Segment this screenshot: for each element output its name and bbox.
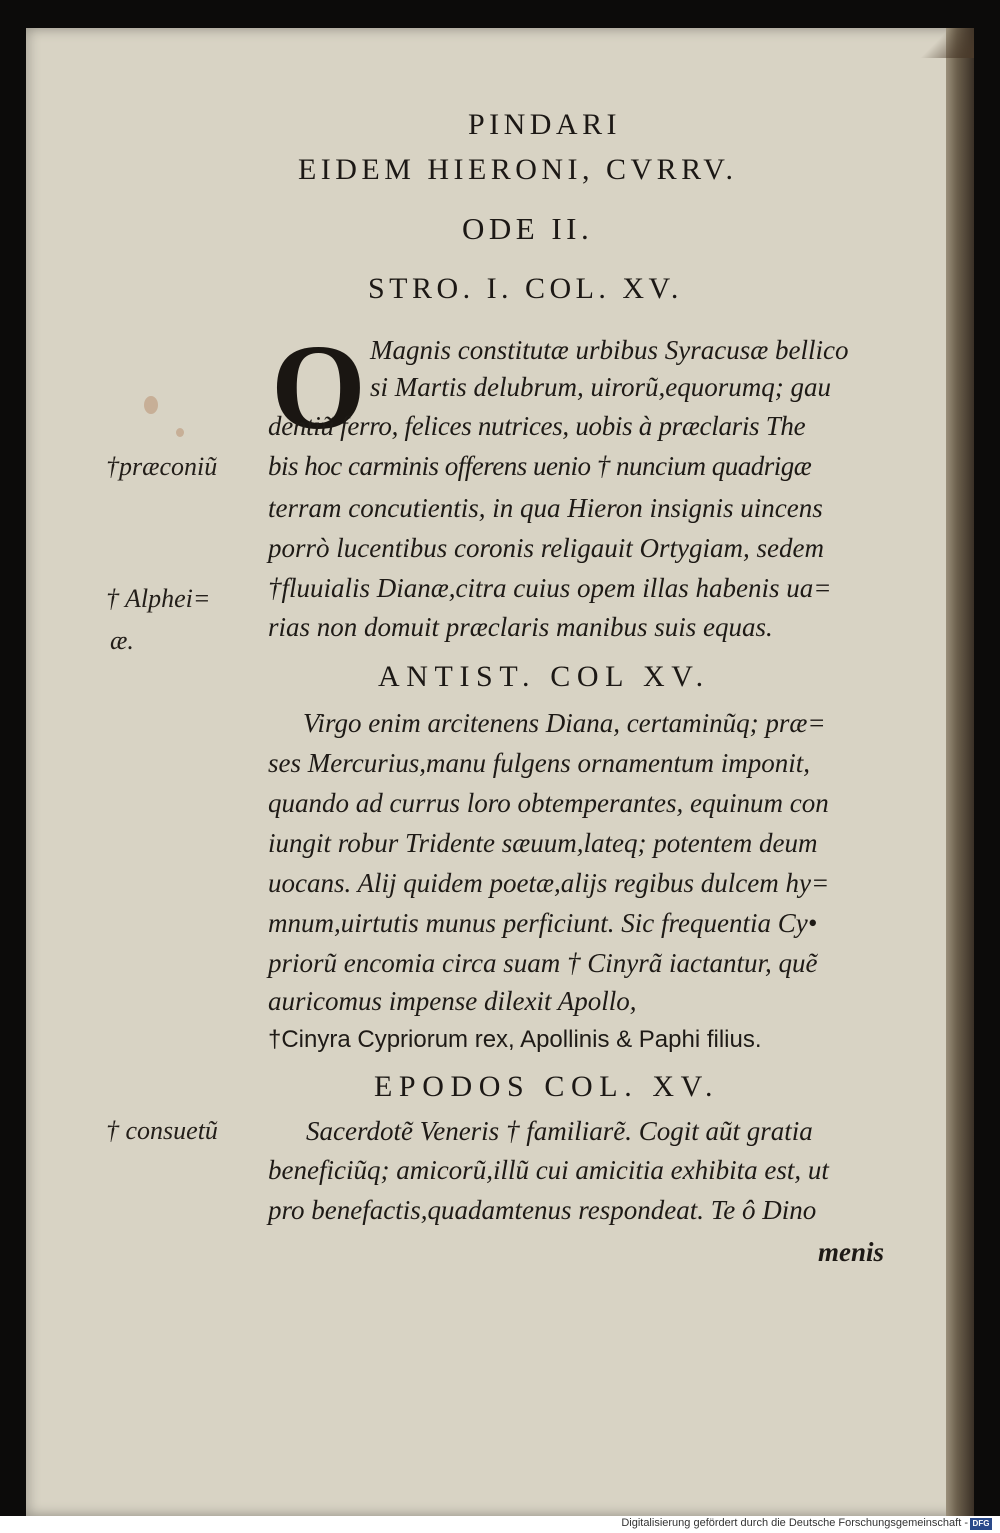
antistrophe-line: Virgo enim arcitenens Diana, certaminũq; præ=: [303, 708, 826, 738]
footnote-cinyra: †Cinyra Cypriorum rex, Apollinis & Paphi filius.: [268, 1026, 762, 1053]
heading-strophe: STRO. I. COL. XV.: [368, 272, 683, 305]
book-spine: [946, 28, 974, 1516]
heading-author: PINDARI: [468, 108, 622, 141]
antistrophe-line: mnum,uirtutis munus perficiunt. Sic frequentia Cy•: [268, 908, 818, 938]
digitization-credit: Digitalisierung gefördert durch die Deutsche Forschungsgemeinschaft -: [621, 1517, 968, 1529]
paper-stain: [144, 396, 158, 414]
antistrophe-title: ANTIST. COL XV.: [378, 660, 710, 693]
epodos-line: beneficiũq; amicorũ,illũ cui amicitia exhibita est, ut: [268, 1155, 829, 1185]
marginal-note: æ.: [110, 626, 134, 655]
drop-cap-initial: O: [271, 320, 366, 455]
marginal-note: † Alphei=: [106, 584, 211, 613]
epodos-line: Sacerdotẽ Veneris † familiarẽ. Cogit aũt gratia: [306, 1116, 813, 1146]
heading-dedication: EIDEM HIERONI, CVRRV.: [298, 153, 738, 186]
epodos-title: EPODOS COL. XV.: [374, 1070, 720, 1103]
marginal-note: †præconiũ: [106, 452, 218, 481]
strophe-line: Magnis constitutæ urbibus Syracusæ bellico: [370, 335, 849, 365]
catchword: menis: [818, 1237, 885, 1267]
epodos-line: pro benefactis,quadamtenus respondeat. Te ô Dino: [268, 1195, 817, 1225]
antistrophe-line: iungit robur Tridente sæuum,lateq; potentem deum: [268, 828, 818, 858]
strophe-line: dentiũ ferro, felices nutrices, uobis à præclaris The: [268, 411, 806, 441]
strophe-line: porrò lucentibus coronis religauit Ortygiam, sedem: [268, 533, 824, 563]
paper-stain: [176, 428, 184, 437]
strophe-line: rias non domuit præclaris manibus suis equas.: [268, 612, 773, 642]
strophe-line: si Martis delubrum, uirorũ,equorumq; gau: [370, 372, 832, 402]
antistrophe-line: priorũ encomia circa suam † Cinyrã iactantur, quẽ: [268, 948, 818, 978]
dfg-logo-icon: DFG: [970, 1518, 992, 1530]
antistrophe-line: auricomus impense dilexit Apollo,: [268, 986, 637, 1016]
page-corner-damage: [914, 28, 974, 58]
marginal-note: † consuetũ: [106, 1116, 218, 1145]
antistrophe-line: uocans. Alij quidem poetæ,alijs regibus dulcem hy=: [268, 868, 830, 898]
strophe-line: terram concutientis, in qua Hieron insignis uincens: [268, 493, 823, 523]
digitization-footer: [0, 1516, 1000, 1533]
heading-ode-number: ODE II.: [462, 211, 594, 246]
strophe-line: †fluuialis Dianæ,citra cuius opem illas habenis ua=: [268, 573, 832, 603]
strophe-line: bis hoc carminis offerens uenio † nuncium quadrigæ: [268, 451, 812, 481]
antistrophe-line: ses Mercurius,manu fulgens ornamentum imponit,: [268, 748, 810, 778]
antistrophe-line: quando ad currus loro obtemperantes, equinum con: [268, 788, 829, 818]
